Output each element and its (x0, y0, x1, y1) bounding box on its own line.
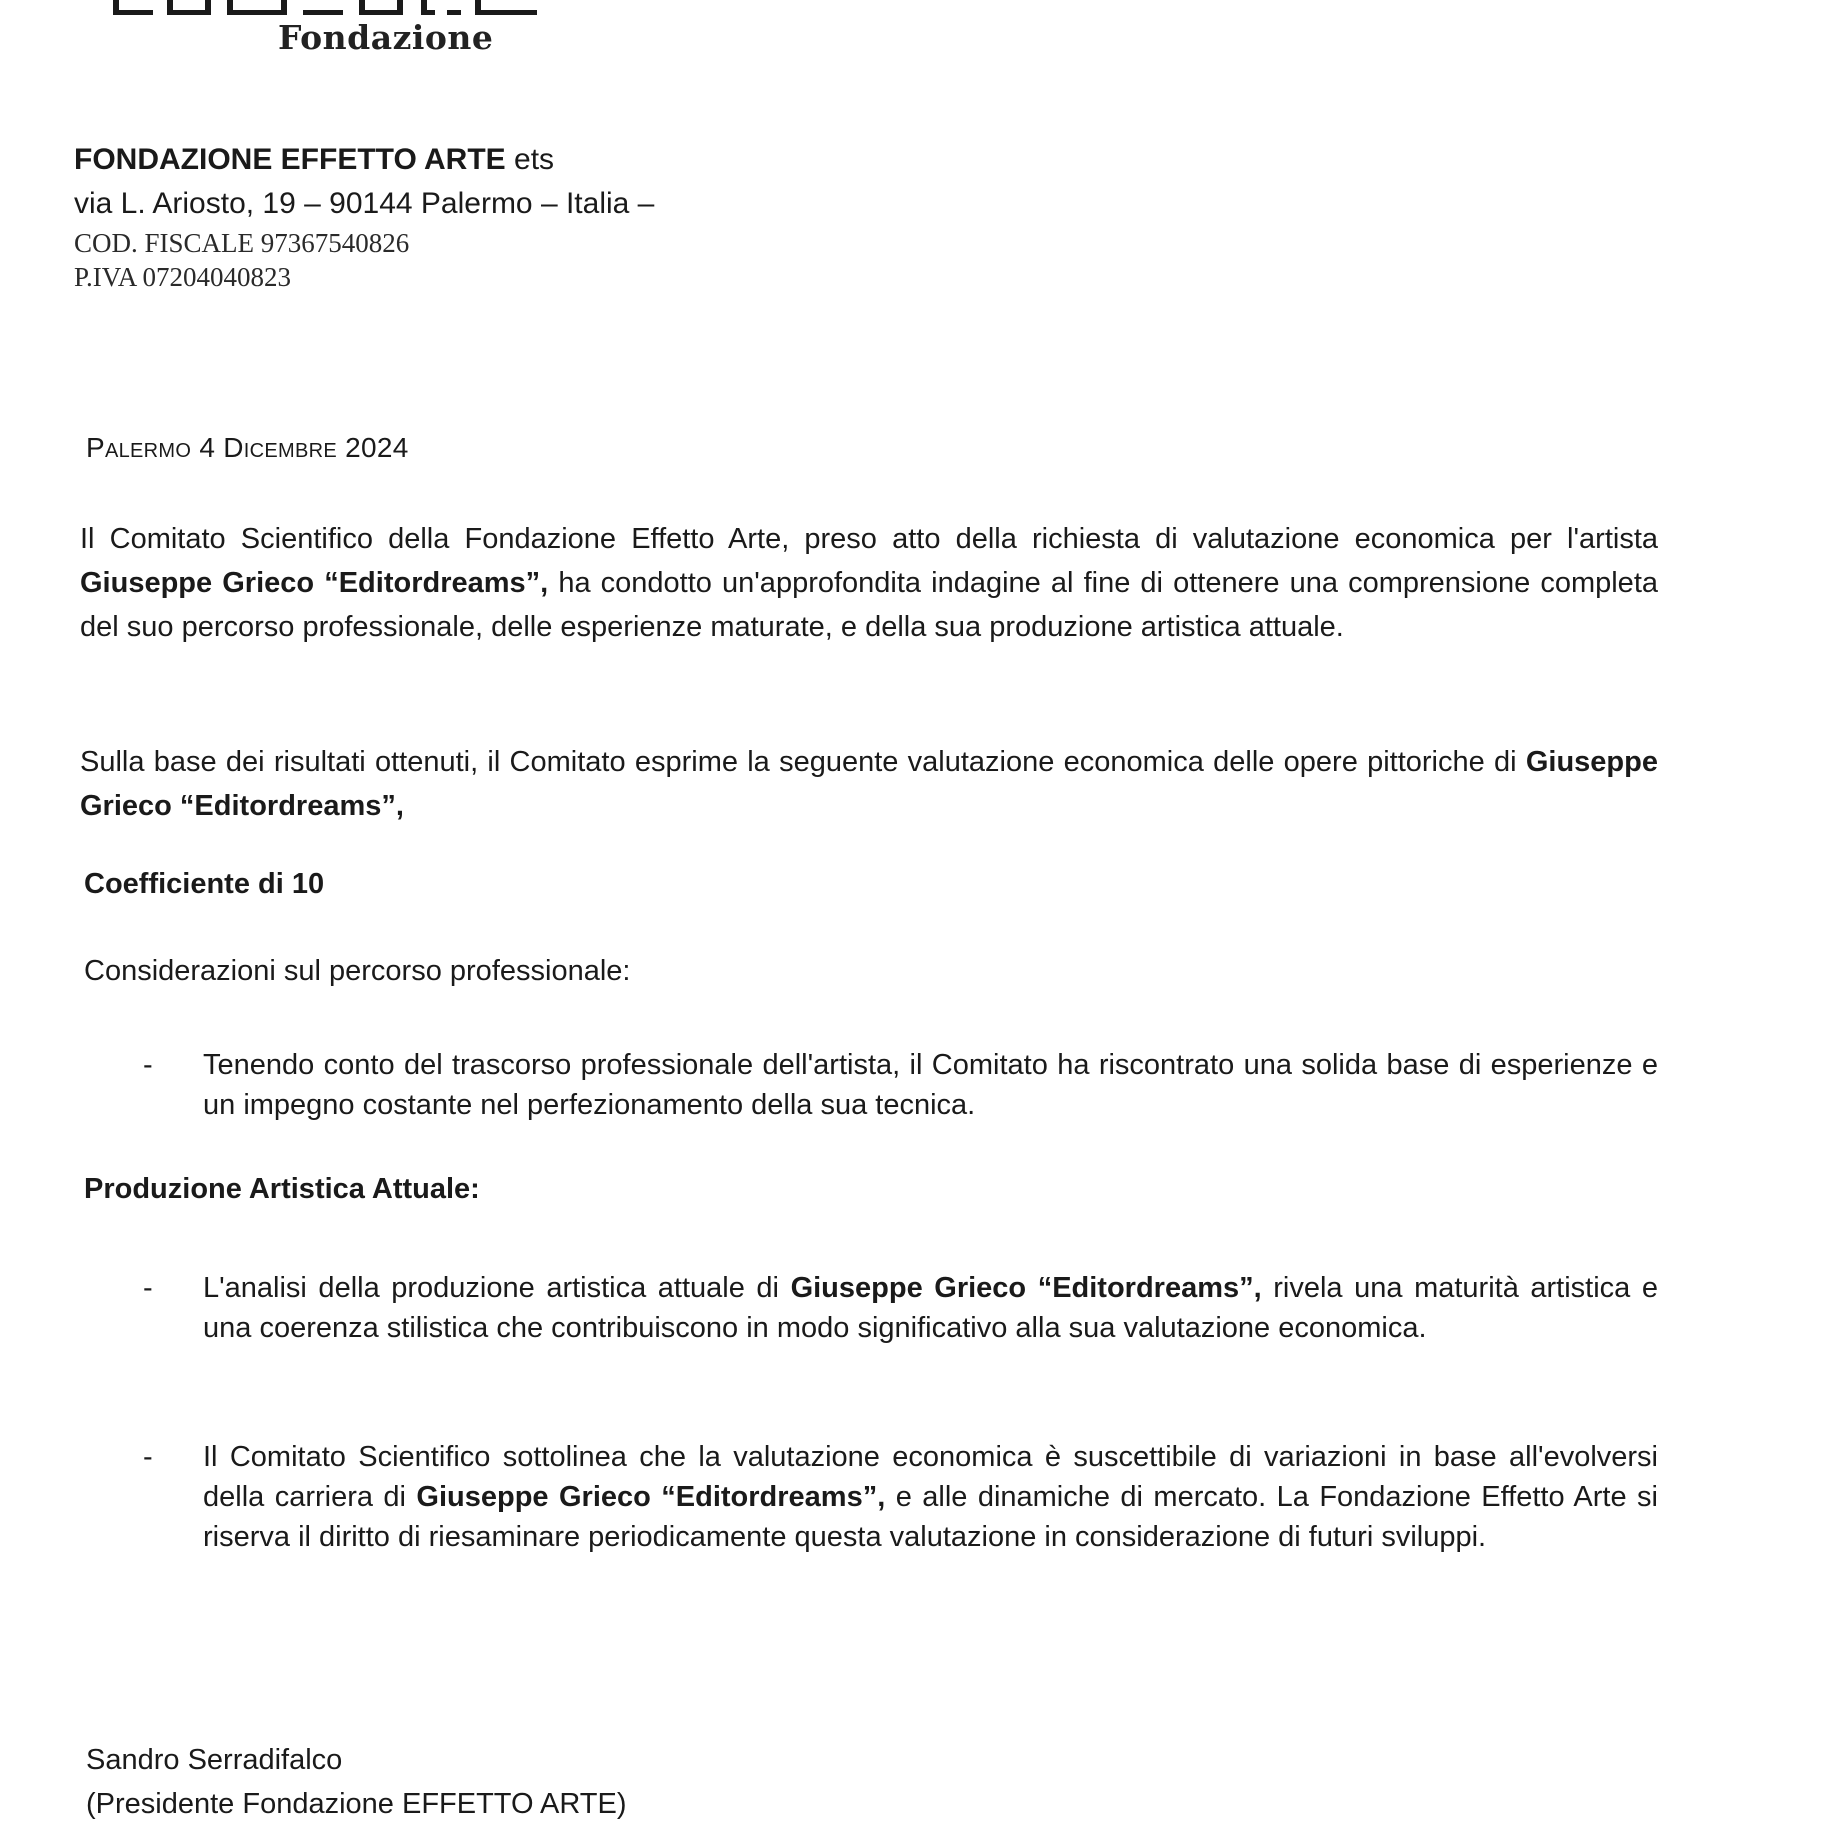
letterhead (74, 138, 654, 294)
list-item (143, 1268, 1658, 1348)
letter-date: Palermo 4 Dicembre 2024 (86, 432, 409, 463)
evaluation-text: Sulla base dei risultati ottenuti, il Comitato esprime la seguente valutazione economica delle opere pittoriche di (80, 746, 1526, 778)
list-item-text (203, 1268, 1658, 1348)
evaluation-paragraph (80, 740, 1658, 828)
list-item-text-1: Il Comitato Scientifico sottolinea che la valutazione economica è suscettibile di variazioni in base all'evolversi della carriera di (203, 1441, 1658, 1513)
list-item-text-2: rivela una maturità artistica e una coerenza stilistica che contribuiscono in modo significativo alla sua valutazione economica. (203, 1272, 1658, 1344)
signature-block (86, 1738, 626, 1826)
artist-name: Giuseppe Grieco “Editordreams”, (790, 1272, 1262, 1304)
bullet-dash: - (143, 1441, 153, 1473)
artist-name: Giuseppe Grieco “Editordreams”, (80, 746, 1658, 822)
logo-graphic (105, 0, 545, 20)
coefficient-heading: Coefficiente di 10 (84, 868, 325, 900)
production-heading: Produzione Artistica Attuale: (84, 1173, 480, 1205)
considerations-title: Considerazioni sul percorso professionale: (84, 955, 631, 987)
list-item-text: Tenendo conto del trascorso professionale dell'artista, il Comitato ha riscontrato una solida base di esperienze e un impegno costante nel perfezionamento della sua tecnica. (203, 1049, 1658, 1121)
logo-subtitle: Fondazione (278, 18, 494, 57)
list-item (143, 1437, 1658, 1557)
fiscal-code: COD. FISCALE 97367540826 (74, 228, 410, 258)
bullet-dash: - (143, 1049, 153, 1081)
intro-text-2: ha condotto un'approfondita indagine al fine di ottenere una comprensione completa del suo percorso professionale, delle esperienze maturate, e della sua produzione artistica attuale. (80, 567, 1659, 643)
vat-number: P.IVA 07204040823 (74, 262, 292, 292)
intro-paragraph (80, 517, 1658, 649)
org-address: via L. Ariosto, 19 – 90144 Palermo – Italia – (74, 187, 655, 220)
list-item-text-2: e alle dinamiche di mercato. La Fondazione Effetto Arte si riserva il diritto di riesaminare periodicamente questa valutazione in considerazione di futuri sviluppi. (203, 1481, 1658, 1553)
org-name: FONDAZIONE EFFETTO ARTE (74, 143, 506, 176)
bullet-dash: - (143, 1272, 153, 1304)
artist-name: Giuseppe Grieco “Editordreams”, (416, 1481, 886, 1513)
org-line (74, 138, 654, 182)
org-suffix: ets (514, 143, 555, 176)
signatory-role: (Presidente Fondazione EFFETTO ARTE) (86, 1788, 627, 1820)
artist-name: Giuseppe Grieco “Editordreams”, (80, 567, 549, 599)
list-item-text (203, 1437, 1658, 1557)
signatory-name: Sandro Serradifalco (86, 1744, 343, 1776)
list-item-text-1: L'analisi della produzione artistica attuale di (203, 1272, 791, 1304)
list-item (143, 1045, 1658, 1125)
intro-text-1: Il Comitato Scientifico della Fondazione Effetto Arte, preso atto della richiesta di valutazione economica per l'artista (80, 523, 1658, 555)
